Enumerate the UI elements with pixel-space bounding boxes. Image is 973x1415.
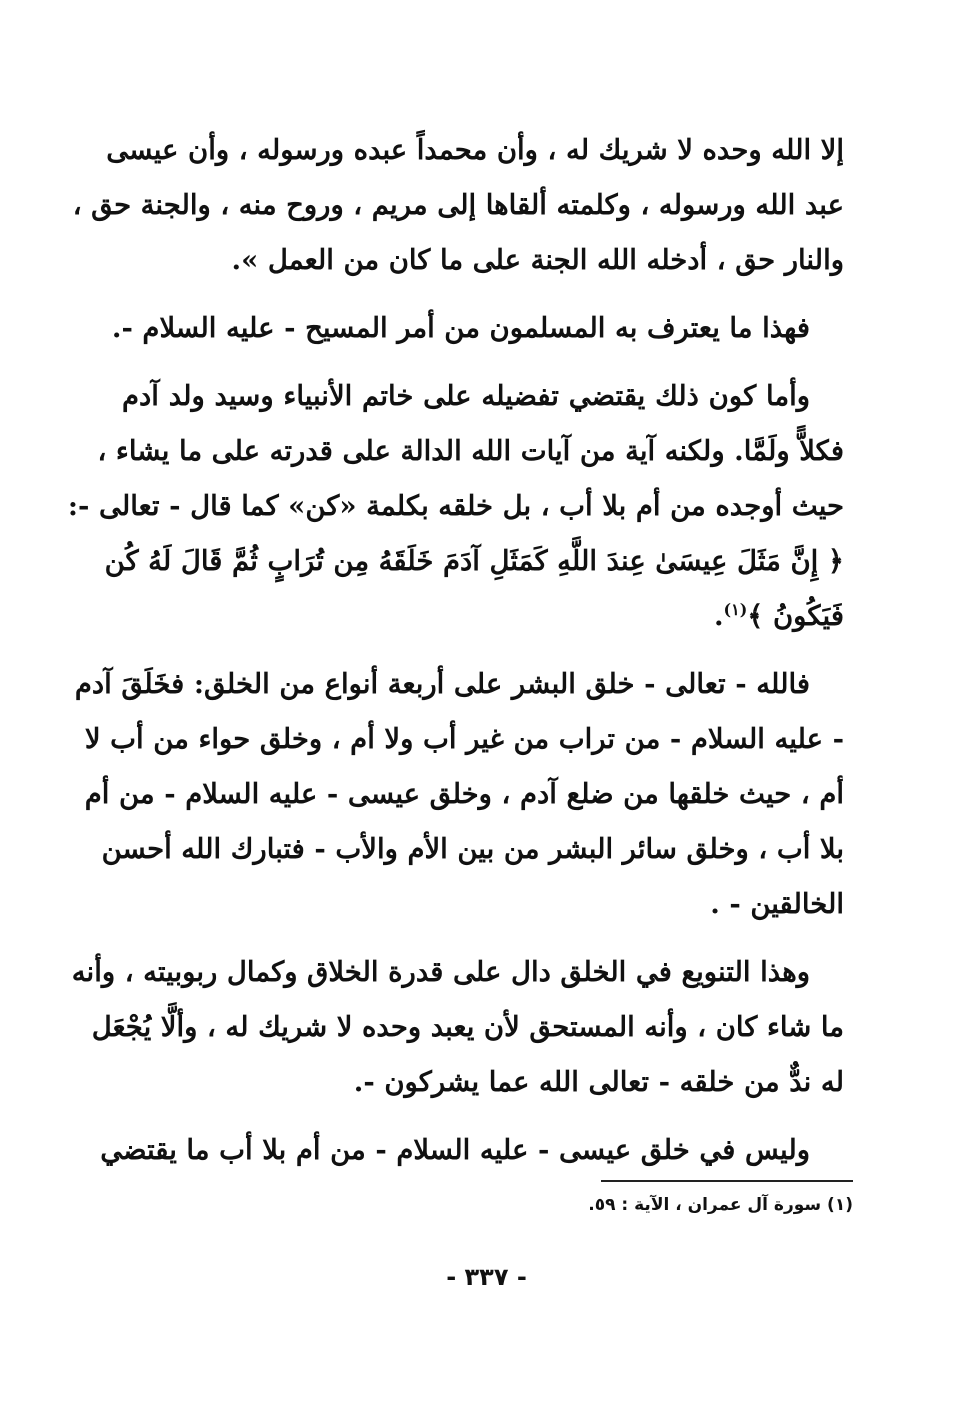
footnote-divider: [601, 1180, 853, 1182]
paragraph: [100, 1123, 844, 1178]
paragraph: [67, 369, 844, 644]
text-line: والنار حق ، أدخله الله الجنة على ما كان من العمل ».: [231, 244, 844, 276]
text-line: حيث أوجده من أم بلا أب ، بل خلقه بكلمة «كن» كما قال - تعالى -:: [67, 490, 844, 522]
text-line: الخالقين - .: [710, 888, 844, 920]
text-line: فكلاًّ ولَمَّا. ولكنه آية من آيات الله الدالة على قدرته على ما يشاء ،: [97, 435, 844, 467]
paragraph: [72, 123, 844, 288]
verse-end-text: فَيَكُونُ ﴾: [747, 600, 844, 632]
paragraph: [111, 301, 844, 356]
footnote-reference[interactable]: (١): [723, 599, 748, 619]
quran-verse-line: ﴿ إِنَّ مَثَلَ عِيسَىٰ عِندَ اللَّهِ كَمَثَلِ آدَمَ خَلَقَهُ مِن تُرَابٍ ثُمَّ قَالَ لَهُ كُن: [104, 545, 844, 577]
text-line: فهذا ما يعترف به المسلمون من أمر المسيح - عليه السلام -.: [111, 312, 810, 344]
footnote: (١) سورة آل عمران ، الآية : ٥٩.: [588, 1195, 853, 1215]
paragraph: [71, 945, 844, 1110]
text-line: وليس في خلق عيسى - عليه السلام - من أم بلا أب ما يقتضي: [100, 1134, 810, 1166]
text-line: إلا الله وحده لا شريك له ، وأن محمداً عبده ورسوله ، وأن عيسى: [106, 134, 844, 166]
quran-verse-line-end: فَيَكُونُ ﴾$^{(١)}$.: [713, 599, 844, 632]
body-text: [67, 123, 844, 1178]
text-line: له ندٌّ من خلقه - تعالى الله عما يشركون -.: [353, 1066, 844, 1098]
text-line: فالله - تعالى - خلق البشر على أربعة أنواع من الخلق: فخَلَقَ آدم: [74, 668, 810, 700]
paragraph: [74, 657, 844, 932]
text-line: بلا أب ، وخلق سائر البشر من بين الأم والأب - فتبارك الله أحسن: [101, 833, 844, 865]
text-line: أم ، حيث خلقها من ضلع آدم ، وخلق عيسى - عليه السلام - من أم: [84, 778, 844, 810]
text-line: - عليه السلام - من تراب من غير أب ولا أم ، وخلق حواء من أب لا: [84, 723, 844, 755]
text-line: وأما كون ذلك يقتضي تفضيله على خاتم الأنبياء وسيد ولد آدم: [122, 380, 810, 412]
text-line: وهذا التنويع في الخلق دال على قدرة الخلاق وكمال ربوبيته ، وأنه: [71, 956, 810, 988]
page-number: - ٣٣٧ -: [446, 1263, 527, 1291]
text-line: عبد الله ورسوله ، وكلمته ألقاها إلى مريم ، وروح منه ، والجنة حق ،: [72, 189, 844, 221]
text-line: ما شاء كان ، وأنه المستحق لأن يعبد وحده لا شريك له ، وألَّا يُجْعَل: [91, 1011, 844, 1043]
